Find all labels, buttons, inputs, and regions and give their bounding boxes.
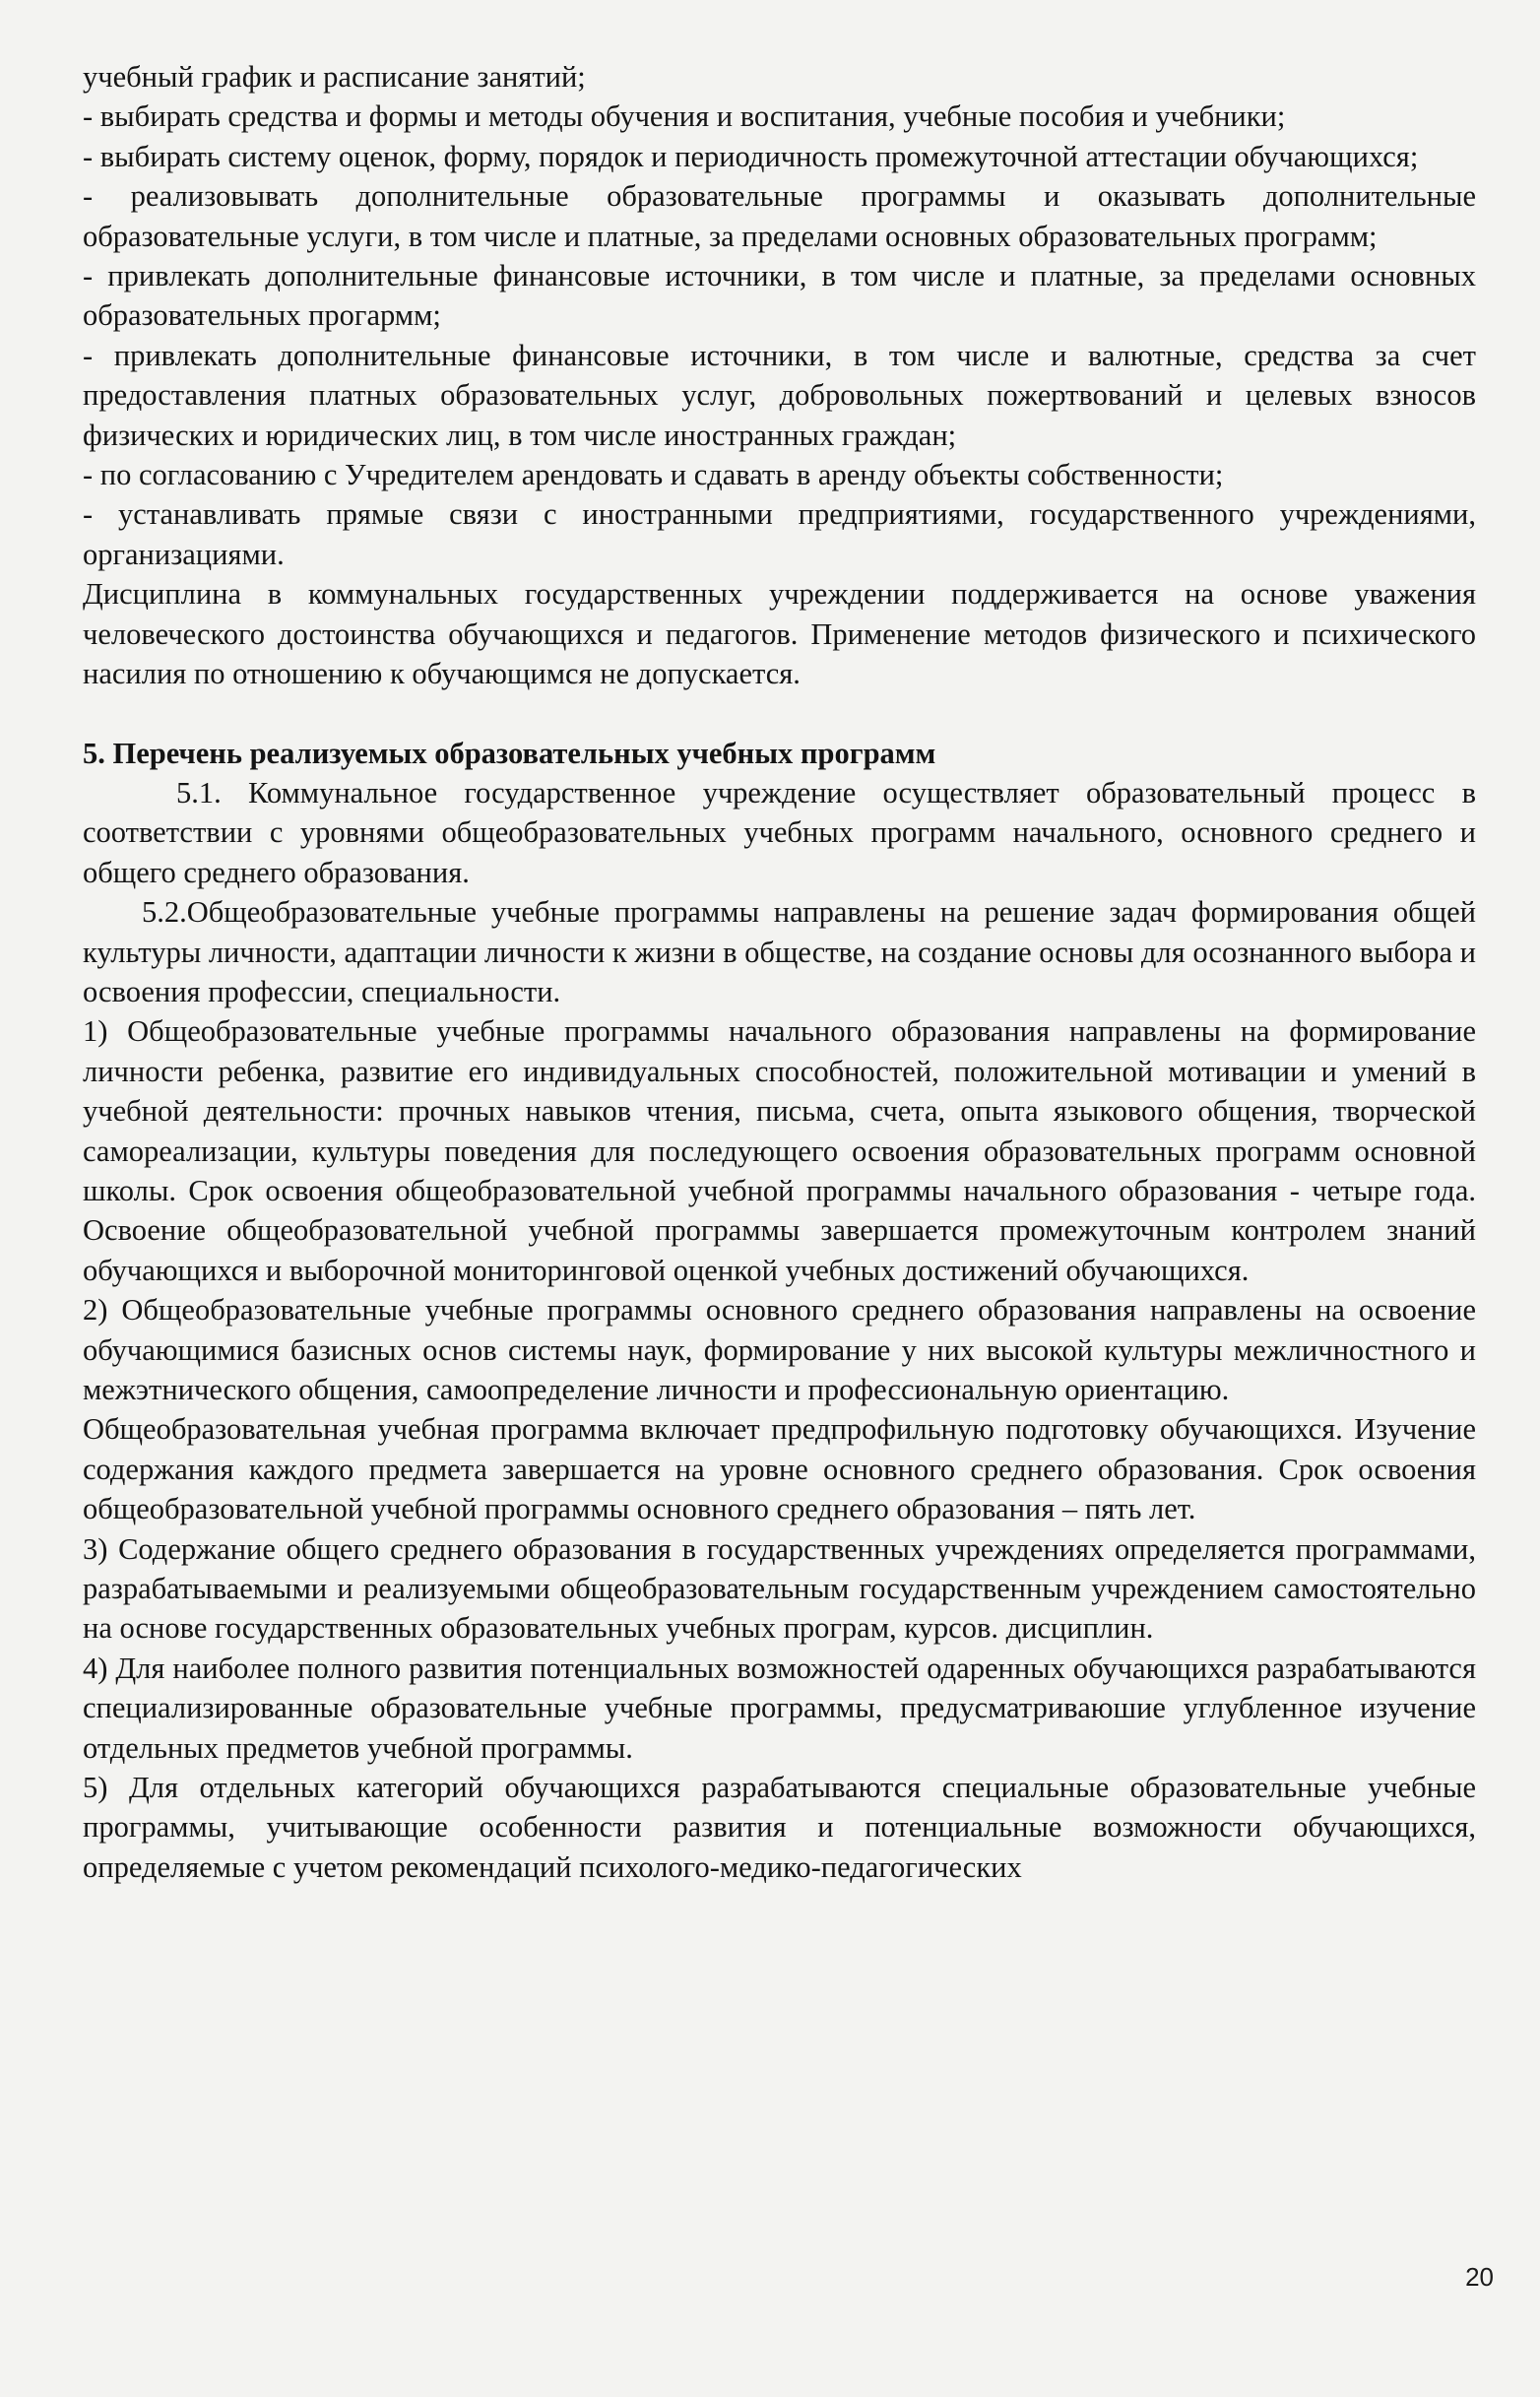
document-body: [83, 57, 1476, 1887]
list-item: - по согласованию с Учредителем арендовать и сдавать в аренду объекты собственности;: [83, 458, 1224, 492]
paragraph: Дисциплина в коммунальных государственных учреждении поддерживается на основе уважения человеческого достоинства обучающихся и педагогов. Применение методов физического и психического насилия по отношению к обучающимся не допускается.: [83, 577, 1476, 691]
list-item: 5) Для отдельных категорий обучающихся разрабатываются специальные образовательные учебные программы, учитывающие особенности развития и потенциальные возможности обучающихся, определяемые с учетом рекомендаций психолого-медико-педагогических: [83, 1771, 1476, 1884]
paragraph: учебный график и расписание занятий;: [83, 60, 586, 94]
paragraph: 5.2.Общеобразовательные учебные программы направлены на решение задач формирования общей культуры личности, адаптации личности к жизни в обществе, на создание основы для осознанного выбора и освоения профессии, специальности.: [83, 895, 1476, 1008]
list-item: 2) Общеобразовательные учебные программы основного среднего образования направлены на освоение обучающимися базисных основ системы наук, формирование у них высокой культуры межличностного и межэтнического общения, самоопределение личности и профессиональную ориентацию.: [83, 1293, 1476, 1406]
list-item: 3) Содержание общего среднего образования в государственных учреждениях определяется программами, разрабатываемыми и реализуемыми общеобразовательным государственным учреждением самостоятельно на основе государственных образовательных учебных програм, курсов. дисциплин.: [83, 1531, 1476, 1646]
section-heading: 5. Перечень реализуемых образовательных учебных программ: [83, 736, 936, 770]
paragraph: 5.1. Коммунальное государственное учреждение осуществляет образовательный процесс в соответствии с уровнями общеобразовательных учебных программ начального, основного среднего и общего среднего образования.: [83, 775, 1476, 889]
page-number: 20: [1465, 2262, 1494, 2292]
list-item: 4) Для наиболее полного развития потенциальных возможностей одаренных обучающихся разрабатываются специализированные образовательные учебные программы, предусматриваюшие углубленное изучение отдельных предметов учебной программы.: [83, 1651, 1476, 1765]
list-item: - реализовывать дополнительные образовательные программы и оказывать дополнительные образовательные услуги, в том числе и платные, за пределами основных образовательных программ;: [83, 179, 1476, 253]
list-item: - привлекать дополнительные финансовые источники, в том числе и валютные, средства за счет предоставления платных образовательных услуг, добровольных пожертвований и целевых взносов физических и юридических лиц, в том числе иностранных граждан;: [83, 338, 1476, 452]
list-item: - выбирать средства и формы и методы обучения и воспитания, учебные пособия и учебники;: [83, 99, 1286, 134]
paragraph: Общеобразовательная учебная программа включает предпрофильную подготовку обучающихся. Изучение содержания каждого предмета завершается на уровне основного среднего образования. Срок освоения общеобразовательной учебной программы основного среднего образования – пять лет.: [83, 1412, 1476, 1526]
list-item: 1) Общеобразовательные учебные программы начального образования направлены на формирование личности ребенка, развитие его индивидуальных способностей, положительной мотивации и умений в учебной деятельности: прочных навыков чтения, письма, счета, опыта языкового общения, творческой самореализации, культуры поведения для последующего освоения образовательных программ основной школы. Срок освоения общеобразовательной учебной программы начального образования - четыре года. Освоение общеобразовательной учебной программы завершается промежуточным контролем знаний обучающихся и выборочной мониторинговой оценкой учебных достижений обучающихся.: [83, 1014, 1476, 1287]
list-item: - выбирать систему оценок, форму, порядок и периодичность промежуточной аттестации обучающихся;: [83, 139, 1419, 173]
list-item: - устанавливать прямые связи с иностранными предприятиями, государственного учреждениями, организациями.: [83, 497, 1476, 571]
list-item: - привлекать дополнительные финансовые источники, в том числе и платные, за пределами основных образовательных прогармм;: [83, 259, 1476, 333]
